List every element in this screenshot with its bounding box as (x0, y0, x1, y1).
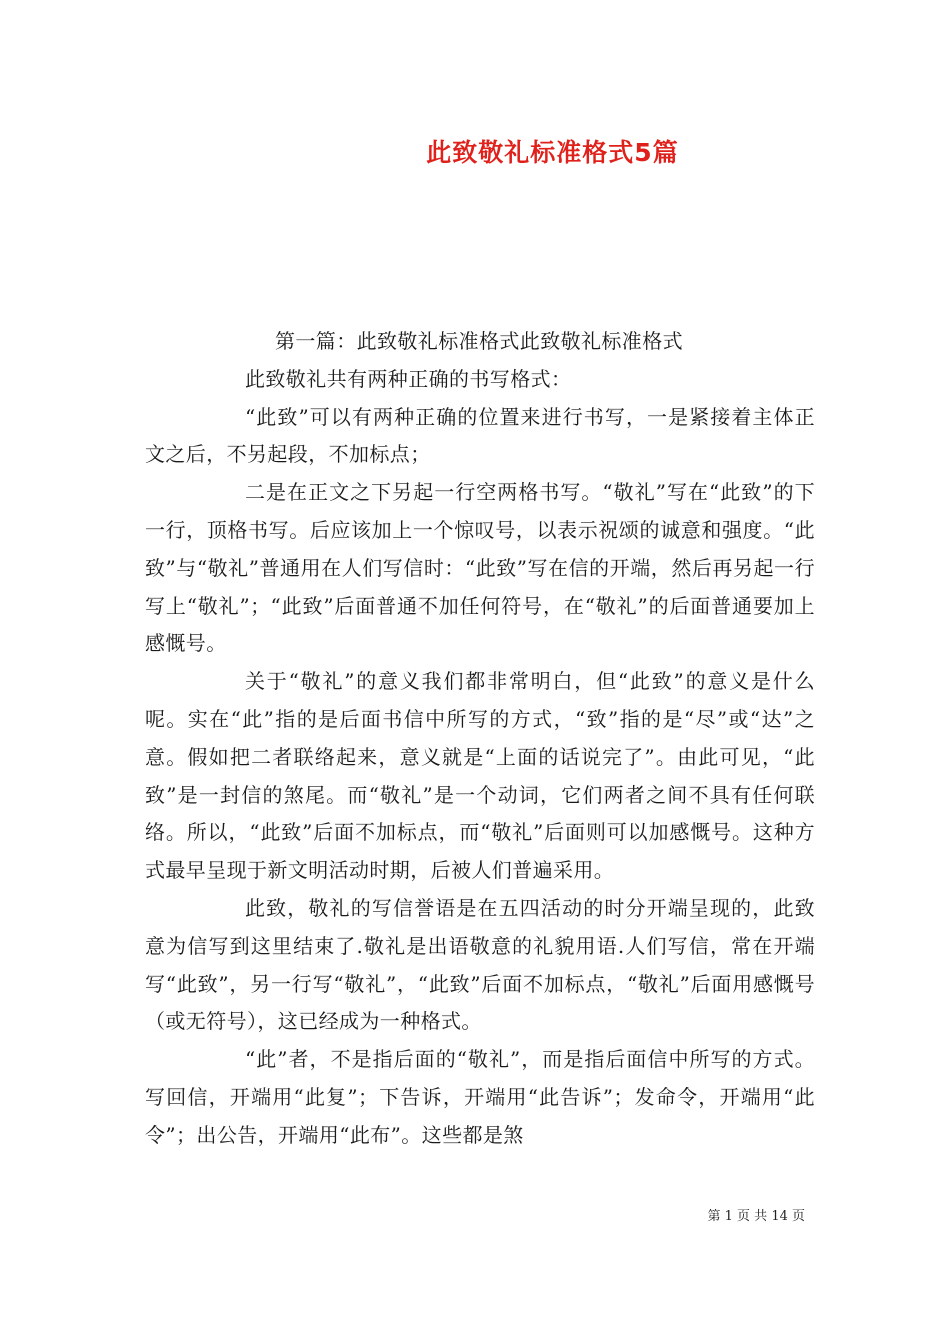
paragraph: “此致”可以有两种正确的位置来进行书写，一是紧接着主体正文之后，不另起段，不加标点； (145, 404, 815, 467)
document-body (145, 323, 815, 1155)
document-title: 此致敬礼标准格式5篇 (426, 138, 679, 167)
paragraph: 关于“敬礼”的意义我们都非常明白，但“此致”的意义是什么呢。实在“此”指的是后面书信中所写的方式，“致”指的是“尽”或“达”之意。假如把二者联络起来，意义就是“上面的话说完了”。由此可见，“此致”是一封信的煞尾。而“敬礼”是一个动词，它们两者之间不具有任何联络。所以，“此致”后面不加标点，而“敬礼”后面则可以加感慨号。这种方式最早呈现于新文明活动时期，后被人们普遍采用。 (145, 669, 815, 883)
paragraph: 二是在正文之下另起一行空两格书写。“敬礼”写在“此致”的下一行，顶格书写。后应该加上一个惊叹号，以表示祝颂的诚意和强度。“此致”与“敬礼”普通用在人们写信时：“此致”写在信的开端，然后再另起一行写上“敬礼”；“此致”后面普通不加任何符号，在“敬礼”的后面普通要加上感慨号。 (145, 480, 815, 656)
paragraph: “此”者，不是指后面的“敬礼”，而是指后面信中所写的方式。写回信，开端用“此复”；下告诉，开端用“此告诉”；发命令，开端用“此令”；出公告，开端用“此布”。这些都是煞 (145, 1047, 815, 1147)
page-number-footer: 第 1 页 共 14 页 (707, 1209, 805, 1224)
paragraph: 此致，敬礼的写信誉语是在五四活动的时分开端呈现的，此致意为信写到这里结束了.敬礼是出语敬意的礼貌用语.人们写信，常在开端写“此致”，另一行写“敬礼”，“此致”后面不加标点，“敬礼”后面用感慨号（或无符号），这已经成为一种格式。 (145, 895, 815, 1034)
paragraph: 此致敬礼共有两种正确的书写格式： (245, 366, 572, 391)
section-heading: 第一篇：此致敬礼标准格式此致敬礼标准格式 (275, 329, 683, 353)
